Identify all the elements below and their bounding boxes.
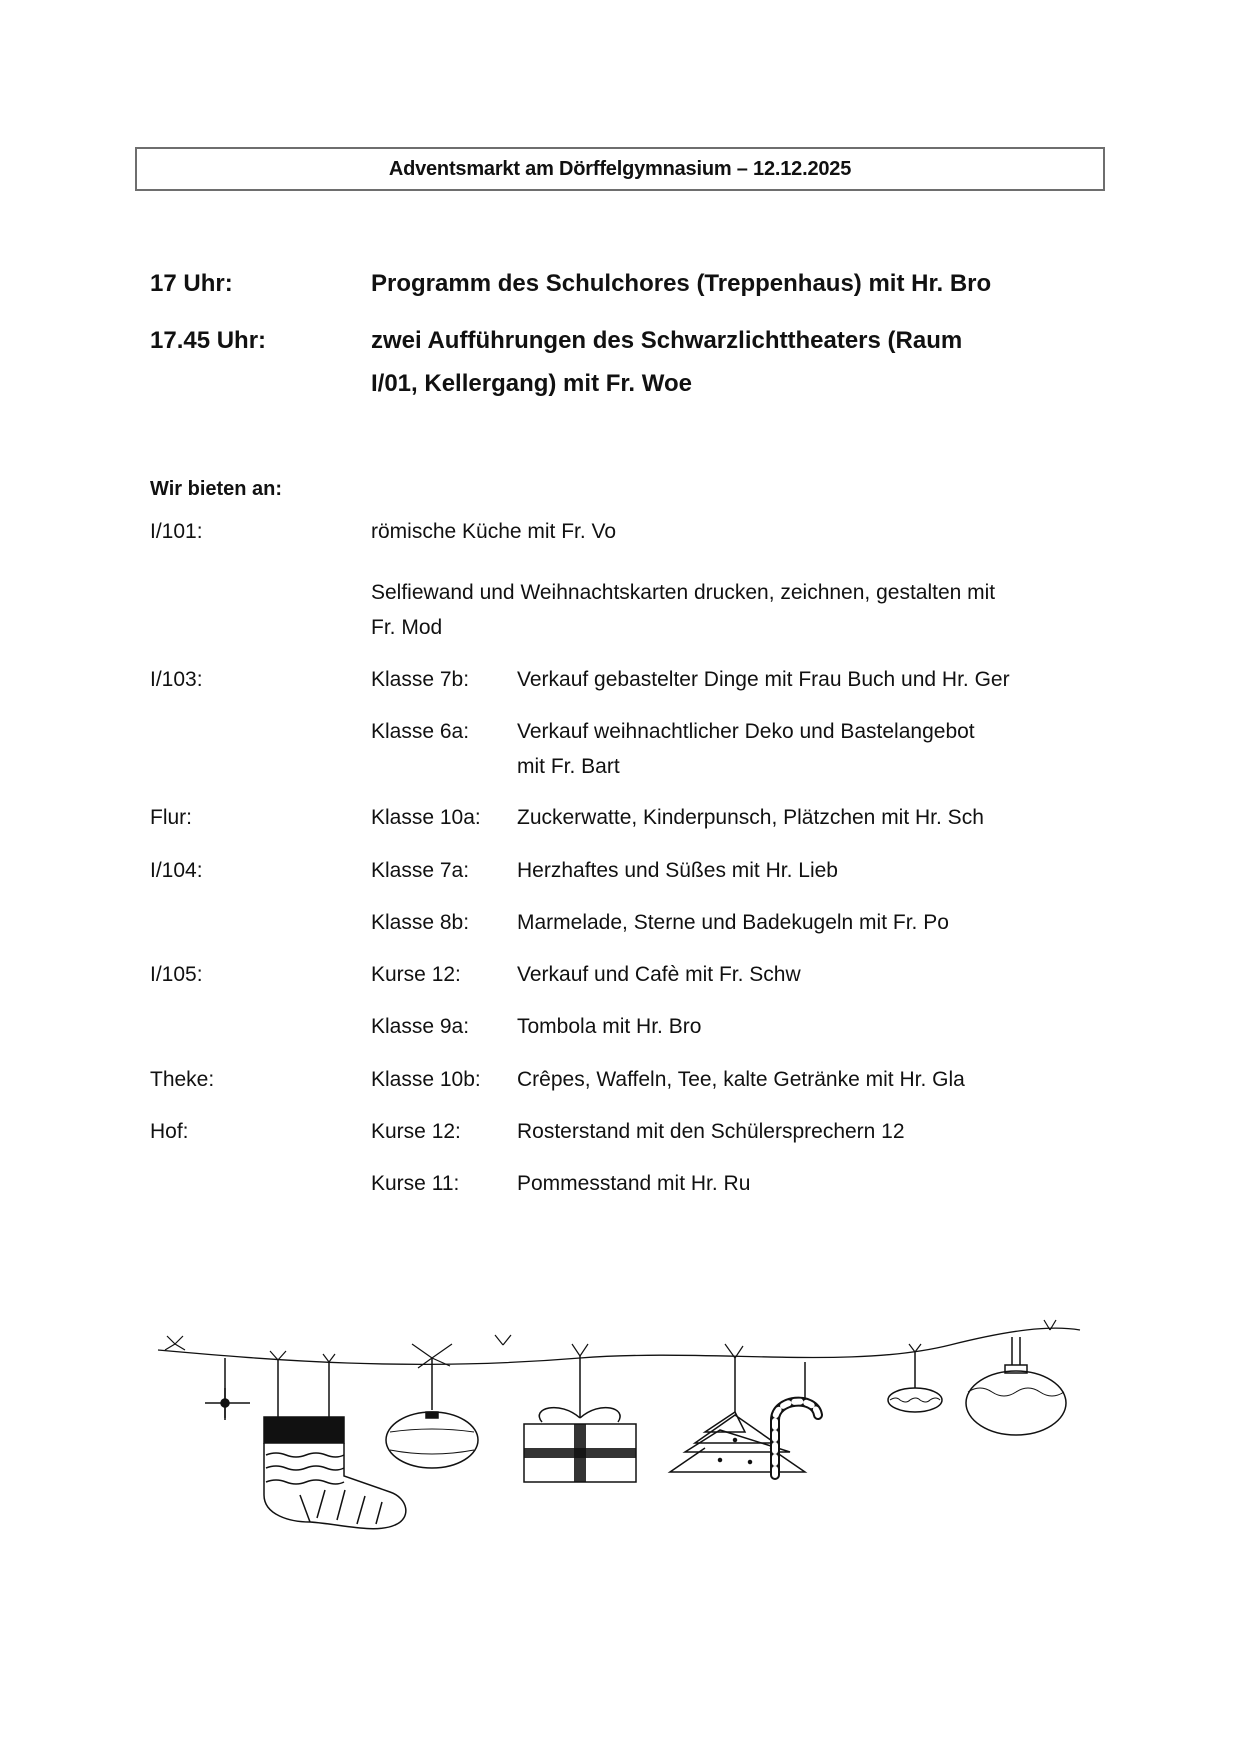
- offer-class: Kurse 12:: [371, 963, 461, 986]
- offer-description-line: Verkauf weihnachtlicher Deko und Bastelangebot: [517, 720, 975, 743]
- gift-icon: [524, 1356, 636, 1482]
- offer-description: Tombola mit Hr. Bro: [517, 1015, 702, 1038]
- offer-description-line: Fr. Mod: [371, 616, 443, 639]
- christmas-tree-icon: [670, 1358, 805, 1472]
- offer-location: Hof:: [150, 1120, 189, 1143]
- offer-description-line: Selfiewand und Weihnachtskarten drucken, zeichnen, gestalten mit: [371, 581, 996, 604]
- offer-description: römische Küche mit Fr. Vo: [371, 520, 617, 543]
- offer-class: Klasse 10b:: [371, 1068, 481, 1091]
- offer-description: Marmelade, Sterne und Badekugeln mit Fr. Po: [517, 911, 949, 934]
- offer-location: Theke:: [150, 1068, 215, 1091]
- offer-description: Zuckerwatte, Kinderpunsch, Plätzchen mit Hr. Sch: [517, 806, 984, 829]
- title-box: [135, 147, 1105, 191]
- offer-class: Klasse 6a:: [371, 720, 470, 743]
- offer-location: I/103:: [150, 668, 203, 691]
- schedule-time: 17 Uhr:: [150, 270, 233, 297]
- offer-description: Crêpes, Waffeln, Tee, kalte Getränke mit Hr. Gla: [517, 1068, 965, 1091]
- small-bauble-icon: [888, 1352, 942, 1412]
- candy-cane-icon: [775, 1362, 818, 1475]
- stocking-icon: [264, 1360, 406, 1529]
- offer-class: Klasse 7a:: [371, 859, 470, 882]
- offer-class: Klasse 9a:: [371, 1015, 470, 1038]
- offer-location: I/104:: [150, 859, 203, 882]
- offer-class: Klasse 8b:: [371, 911, 470, 934]
- offer-location: I/101:: [150, 520, 203, 543]
- offers-heading: Wir bieten an:: [150, 478, 283, 500]
- large-bauble-icon: [966, 1337, 1066, 1435]
- offer-description: Verkauf gebastelter Dinge mit Frau Buch und Hr. Ger: [517, 668, 1010, 691]
- document-title: Adventsmarkt am Dörffelgymnasium – 12.12.2025: [388, 157, 852, 180]
- schedule-time: 17.45 Uhr:: [150, 327, 267, 354]
- bauble-icon: [386, 1358, 478, 1468]
- offer-class: Kurse 11:: [371, 1172, 460, 1195]
- offer-description: [371, 575, 1111, 645]
- offer-location: Flur:: [150, 806, 192, 829]
- offer-class: Klasse 10a:: [371, 806, 481, 829]
- offer-class: Kurse 12:: [371, 1120, 461, 1143]
- snowflake-icon: [205, 1358, 250, 1420]
- offer-description: Rosterstand mit den Schülersprechern 12: [517, 1120, 905, 1143]
- offer-description: [517, 714, 1077, 784]
- offer-description: Verkauf und Cafè mit Fr. Schw: [517, 963, 801, 986]
- offer-class: Klasse 7b:: [371, 668, 470, 691]
- schedule-description-line: zwei Aufführungen des Schwarzlichttheaters (Raum: [371, 327, 963, 354]
- offer-description: Herzhaftes und Süßes mit Hr. Lieb: [517, 859, 838, 882]
- christmas-garland-illustration: [150, 1300, 1090, 1550]
- offer-location: I/105:: [150, 963, 203, 986]
- schedule-description: Programm des Schulchores (Treppenhaus) mit Hr. Bro: [371, 270, 992, 297]
- schedule-description: [371, 325, 1091, 399]
- offer-description: Pommesstand mit Hr. Ru: [517, 1172, 751, 1195]
- schedule-description-line: I/01, Kellergang) mit Fr. Woe: [371, 370, 692, 397]
- offer-description-line: mit Fr. Bart: [517, 755, 620, 778]
